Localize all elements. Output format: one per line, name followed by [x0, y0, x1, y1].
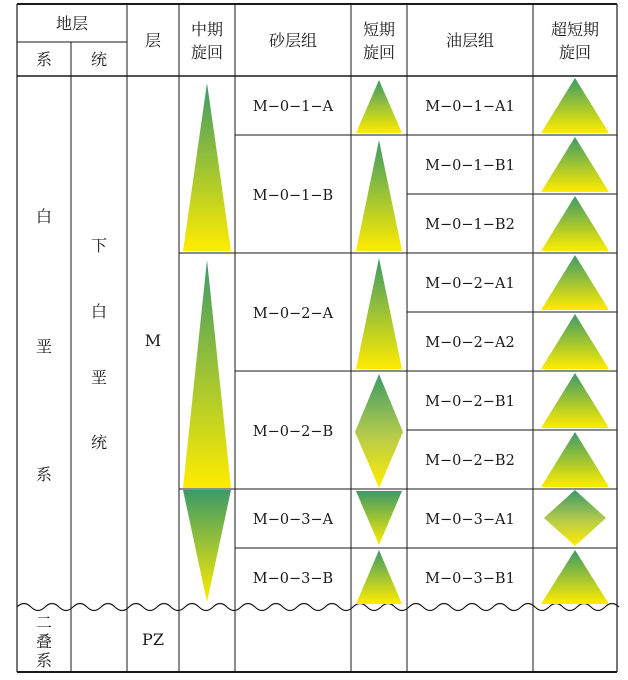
header-series: 统: [90, 50, 108, 69]
mid-cycle-rising-triangle: [183, 260, 231, 488]
short-cycle-rising-triangle: [356, 550, 402, 604]
header-strata: 地层: [55, 14, 89, 33]
sand-group-label: M−0−3−A: [252, 512, 334, 528]
sand-group-label: M−0−2−A: [252, 306, 334, 322]
oil-layer-label: M−0−2−B2: [425, 453, 515, 469]
oil-layer-label: M−0−3−A1: [425, 512, 515, 528]
oil-layer-label: M−0−1−B2: [425, 217, 515, 233]
system-permian-char-2: 叠: [35, 632, 53, 651]
sand-group-label: M−0−2−B: [252, 424, 334, 440]
oil-layer-label: M−0−2−A1: [425, 276, 515, 292]
oil-layer-label: M−0−2−B1: [425, 394, 515, 410]
sand-group-column: [253, 99, 334, 587]
mid-cycle-rising-triangle: [183, 83, 231, 251]
series-lower-cretaceous-char-2: 白: [90, 302, 108, 321]
strata-columns: [36, 207, 164, 670]
system-cretaceous-char-3: 系: [35, 465, 53, 484]
sand-group-label: M−0−3−B: [252, 571, 334, 587]
header-super-short-cycle-1: 超短期: [550, 20, 600, 39]
layer-pz: PZ: [142, 630, 164, 649]
short-cycle-rising-triangle: [356, 80, 402, 133]
oil-layer-label: M−0−1−A1: [425, 99, 515, 115]
header-sand-group: 砂层组: [268, 31, 318, 50]
system-cretaceous-char-1: 白: [35, 207, 53, 226]
header-layer: 层: [144, 31, 162, 50]
header-short-cycle-1: 短期: [362, 20, 396, 39]
sand-group-label: M−0−1−A: [252, 99, 334, 115]
mid-cycle-falling-triangle: [183, 490, 231, 602]
header-short-cycle-2: 旋回: [362, 43, 396, 62]
series-lower-cretaceous-char-1: 下: [90, 236, 108, 255]
short-cycle-rising-triangle: [356, 258, 402, 369]
short-cycle-column: [355, 80, 403, 604]
oil-layer-column: [425, 99, 515, 587]
super-short-cycle-rising-triangle: [541, 255, 609, 310]
super-short-cycle-rising-triangle: [541, 314, 609, 369]
short-cycle-falling-triangle: [356, 491, 402, 545]
super-short-cycle-rising-triangle: [541, 78, 609, 133]
system-cretaceous-char-2: 垩: [35, 337, 53, 356]
unconformity-wavy-line: [17, 604, 619, 611]
layer-m: M: [144, 331, 162, 350]
sand-group-label: M−0−1−B: [252, 188, 334, 204]
super-short-cycle-column: [541, 78, 609, 604]
oil-layer-label: M−0−2−A2: [425, 335, 515, 351]
mid-cycle-column: [183, 83, 231, 602]
super-short-cycle-diamond: [544, 490, 606, 546]
header-super-short-cycle-2: 旋回: [558, 43, 592, 62]
system-permian-char-3: 系: [35, 651, 53, 670]
series-lower-cretaceous-char-4: 统: [90, 433, 108, 452]
super-short-cycle-rising-triangle: [541, 196, 609, 251]
short-cycle-rising-triangle: [356, 140, 402, 251]
header-mid-cycle-1: 中期: [190, 20, 224, 39]
header-system: 系: [35, 50, 53, 69]
super-short-cycle-rising-triangle: [541, 550, 609, 604]
header-oil-layer-group: 油层组: [445, 31, 495, 50]
oil-layer-label: M−0−1−B1: [425, 158, 515, 174]
super-short-cycle-rising-triangle: [541, 373, 609, 428]
series-lower-cretaceous-char-3: 垩: [90, 368, 108, 387]
short-cycle-diamond: [355, 374, 403, 488]
super-short-cycle-rising-triangle: [541, 137, 609, 192]
oil-layer-label: M−0−3−B1: [425, 571, 515, 587]
header-mid-cycle-2: 旋回: [190, 43, 224, 62]
super-short-cycle-rising-triangle: [541, 432, 609, 487]
system-permian-char-1: 二: [35, 613, 53, 632]
